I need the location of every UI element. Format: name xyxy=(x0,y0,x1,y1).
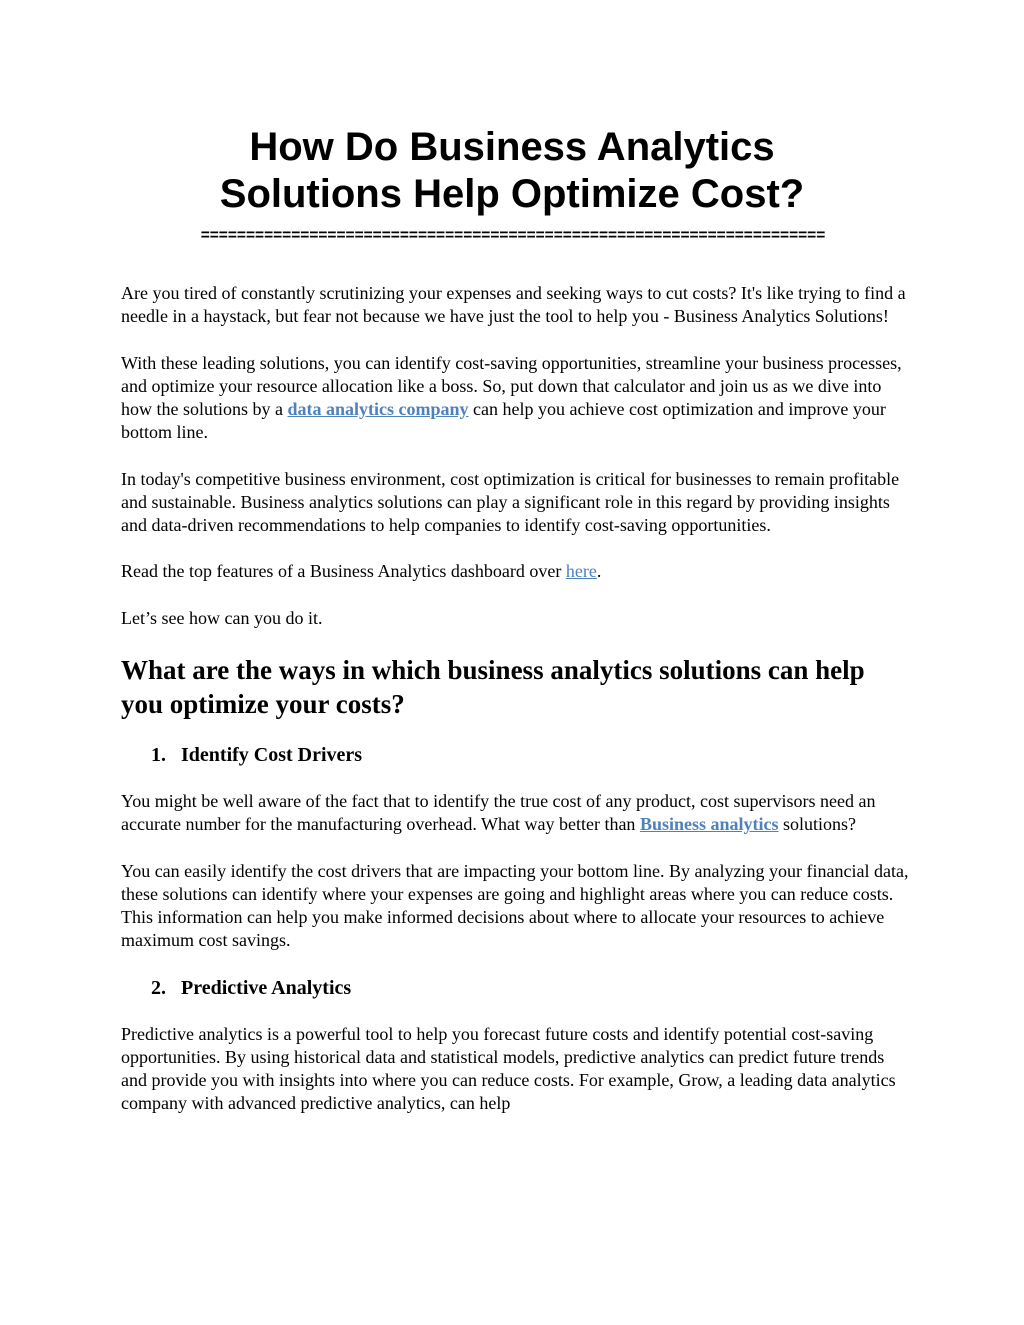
list-item-number-2: 2. xyxy=(151,976,166,999)
intro-paragraph-3: In today's competitive business environment, cost optimization is critical for businesses to remain profitable and sustainable. Business analytics solutions can play a significant role in this regard by providing insights and data-driven recommendations to help companies to identify cost-saving opportunities. xyxy=(121,468,900,535)
section-heading: What are the ways in which business analytics solutions can help you optimize your costs? xyxy=(121,655,865,720)
cost-drivers-paragraph-1 xyxy=(121,790,911,836)
article-body xyxy=(121,282,911,1139)
business-analytics-link[interactable]: Business analytics xyxy=(639,814,779,835)
intro-paragraph-2 xyxy=(121,352,911,445)
cost-drivers-paragraph-1-text-a: You might be well aware of the fact that to identify the true cost of any product, cost supervisors need an accurate number for the manufacturing overhead. What way better than xyxy=(121,791,876,835)
intro-paragraph-2-text-a: With these leading solutions, you can identify cost-saving opportunities, streamline your business processes, and optimize your resource allocation like a boss. So, put down that calculator and join us as we dive into how the solutions by a xyxy=(121,352,902,419)
intro-paragraph-4-text-b: . xyxy=(596,561,602,582)
list-item-title-1: Identify Cost Drivers xyxy=(181,744,363,767)
title-line-2: Solutions Help Optimize Cost? xyxy=(219,172,805,216)
cost-drivers-paragraph-2: You can easily identify the cost drivers that are impacting your bottom line. By analyzing your financial data, these solutions can identify where your expenses are going and highlight areas where you can reduce costs. This information can help you make informed decisions about where to allocate your resources to achieve maximum cost savings. xyxy=(121,860,909,951)
list-item-number-1: 1. xyxy=(151,744,166,767)
title-divider: ===================================================================== xyxy=(200,227,826,244)
predictive-analytics-paragraph-1: Predictive analytics is a powerful tool to help you forecast future costs and identify potential cost-saving opportunities. By using historical data and statistical models, predictive analytics can predict future trends and provide you with insights into where you can reduce costs. For example, Grow, a leading data analytics company with advanced predictive analytics, can help xyxy=(121,1023,896,1114)
intro-paragraph-4 xyxy=(121,560,911,583)
intro-paragraph-5: Let’s see how can you do it. xyxy=(121,607,323,628)
data-analytics-company-link[interactable]: data analytics company xyxy=(287,399,469,419)
here-link[interactable]: here xyxy=(565,561,597,582)
cost-drivers-paragraph-1-text-b: solutions? xyxy=(778,814,856,835)
title-line-1: How Do Business Analytics xyxy=(249,125,775,169)
intro-paragraph-1: Are you tired of constantly scrutinizing your expenses and seeking ways to cut costs? It's like trying to find a needle in a haystack, but fear not because we have just the tool to help you - Business Analytics Solutions! xyxy=(121,283,906,327)
page-title xyxy=(0,124,1024,218)
list-item-title-2: Predictive Analytics xyxy=(181,976,352,999)
list-item-heading-2 xyxy=(121,976,911,1001)
list-item-heading-1 xyxy=(121,743,911,768)
intro-paragraph-2-text-b: can help you achieve cost optimization and improve your bottom line. xyxy=(121,399,886,443)
intro-paragraph-4-text-a: Read the top features of a Business Analytics dashboard over xyxy=(121,561,566,582)
